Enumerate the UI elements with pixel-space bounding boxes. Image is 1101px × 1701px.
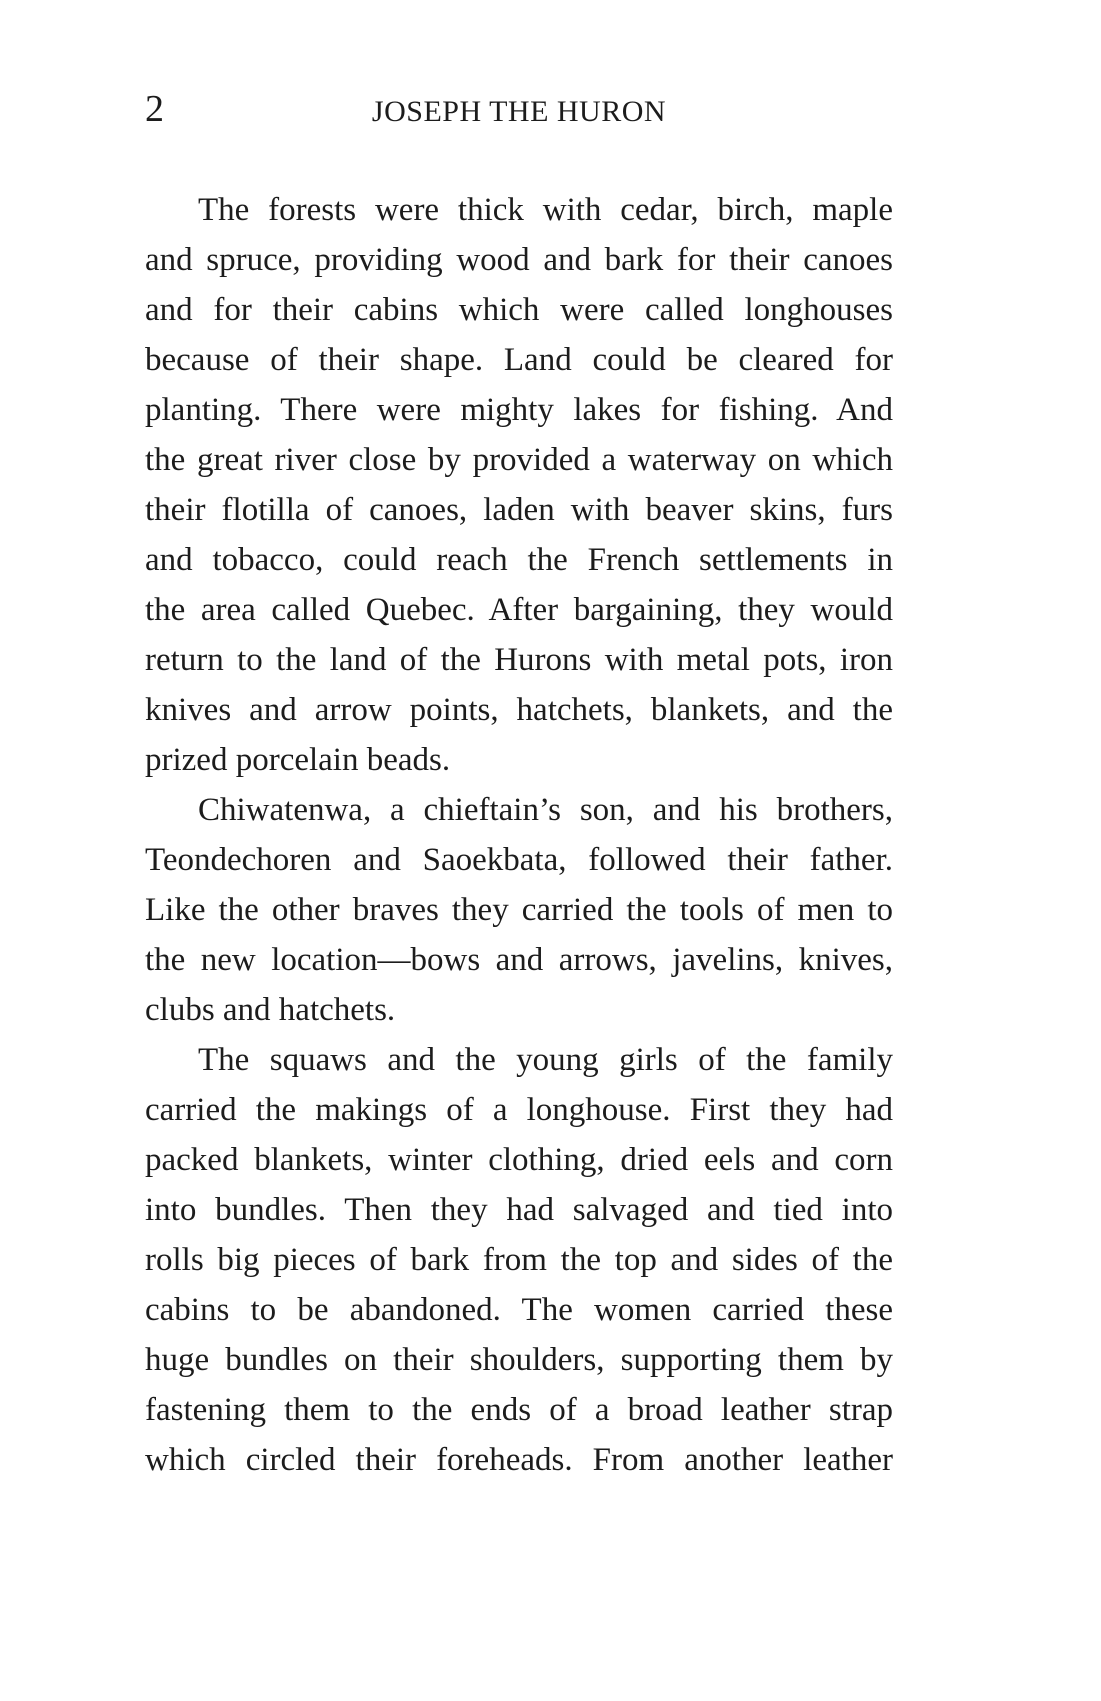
paragraph: [145, 1035, 893, 1485]
text-line: into bundles. Then they had salvaged and tied into: [145, 1192, 893, 1228]
paragraph: [145, 185, 893, 785]
text-line: carried the makings of a longhouse. First they had: [145, 1092, 893, 1128]
text-line: Teondechoren and Saoekbata, followed their father.: [145, 842, 893, 878]
body-text: [145, 185, 893, 1485]
text-line: clubs and hatchets.: [145, 992, 396, 1028]
text-line: the great river close by provided a waterway on which: [145, 442, 893, 478]
text-line: huge bundles on their shoulders, supporting them by: [145, 1342, 893, 1378]
text-line: The forests were thick with cedar, birch, maple: [198, 192, 893, 228]
text-line: Like the other braves they carried the tools of men to: [145, 892, 893, 928]
running-header-title: JOSEPH THE HURON: [371, 95, 667, 128]
text-line: return to the land of the Hurons with metal pots, iron: [145, 642, 893, 678]
text-line: planting. There were mighty lakes for fishing. And: [145, 392, 893, 428]
text-line: knives and arrow points, hatchets, blankets, and the: [145, 692, 893, 728]
text-line: the area called Quebec. After bargaining, they would: [145, 592, 893, 628]
text-line: the new location—bows and arrows, javelins, knives,: [145, 942, 893, 978]
text-line: The squaws and the young girls of the family: [198, 1042, 893, 1078]
text-line: their flotilla of canoes, laden with beaver skins, furs: [145, 492, 893, 528]
text-line: which circled their foreheads. From another leather: [145, 1442, 893, 1478]
paragraph: [145, 785, 893, 1035]
text-line: and for their cabins which were called longhouses: [145, 292, 893, 328]
text-line: and tobacco, could reach the French settlements in: [145, 542, 893, 578]
page-number: 2: [145, 88, 164, 130]
text-line: cabins to be abandoned. The women carried these: [145, 1292, 893, 1328]
text-line: packed blankets, winter clothing, dried eels and corn: [145, 1142, 893, 1178]
text-line: because of their shape. Land could be cleared for: [145, 342, 893, 378]
text-line: fastening them to the ends of a broad leather strap: [145, 1392, 893, 1428]
text-line: Chiwatenwa, a chieftain’s son, and his brothers,: [198, 792, 893, 828]
text-line: and spruce, providing wood and bark for their canoes: [145, 242, 893, 278]
text-line: rolls big pieces of bark from the top and sides of the: [145, 1242, 893, 1278]
text-line: prized porcelain beads.: [145, 742, 451, 778]
